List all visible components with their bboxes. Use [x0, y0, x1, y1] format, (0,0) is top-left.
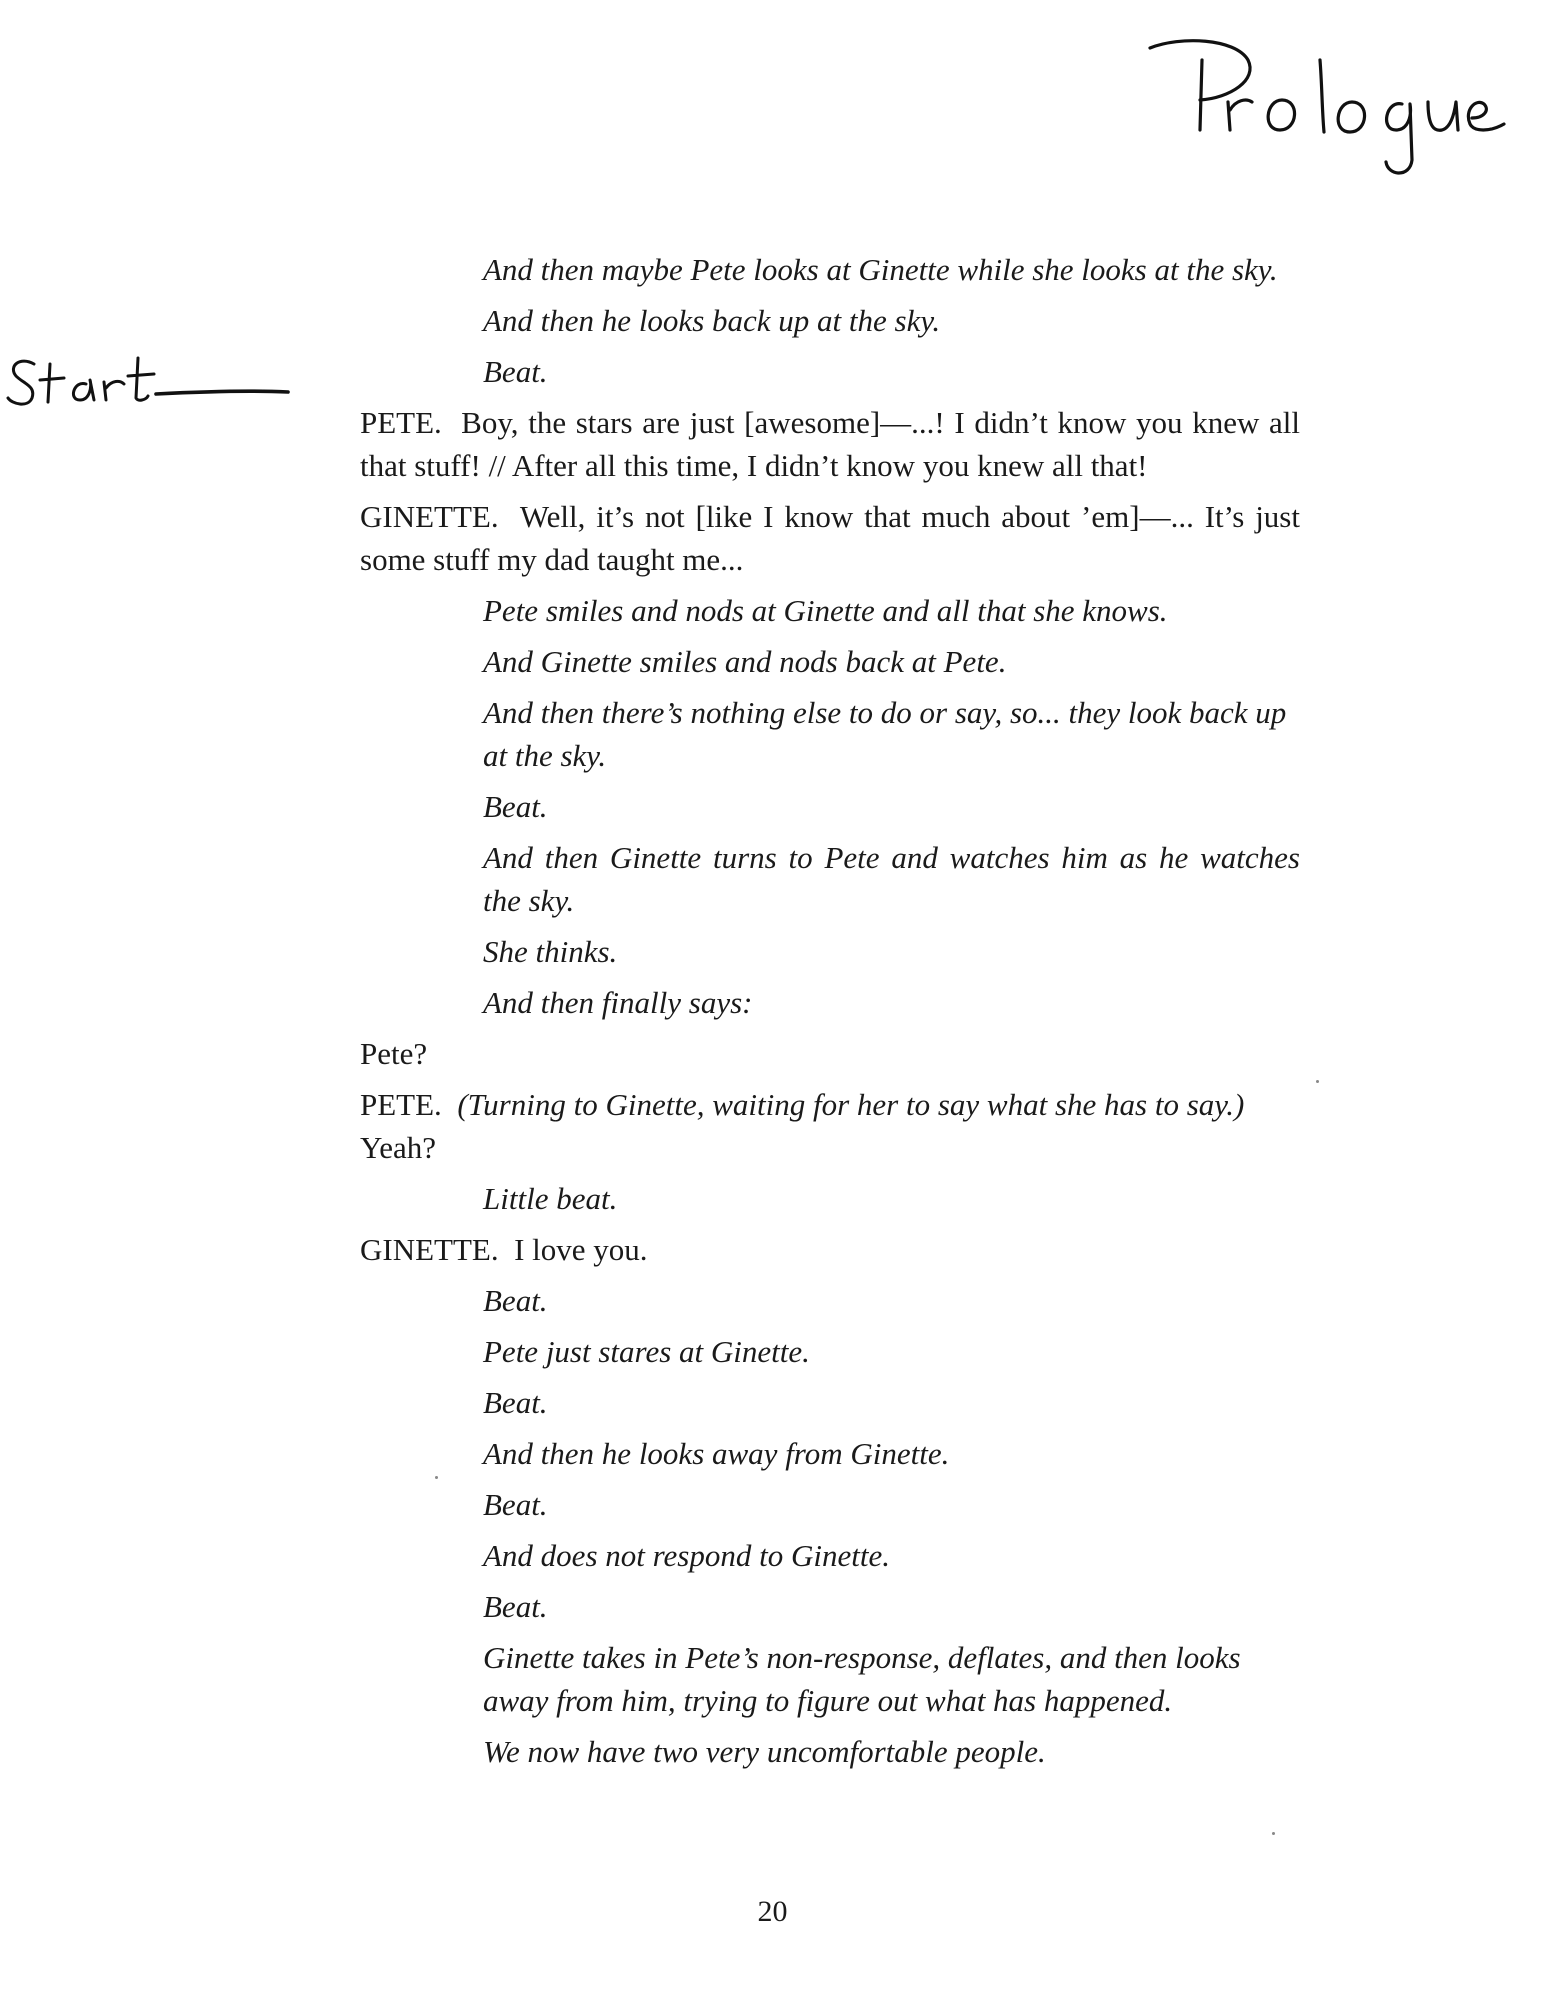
dialogue-line	[360, 401, 1300, 487]
stage-direction: Ginette takes in Pete’s non-response, deflates, and then looks away from him, trying to figure out what has happened.	[483, 1640, 1241, 1718]
page-number: 20	[757, 1895, 788, 1928]
stage-direction: Pete smiles and nods at Ginette and all that she knows.	[483, 593, 1168, 628]
start-handwriting-icon	[6, 350, 296, 420]
stage-direction: Little beat.	[483, 1181, 618, 1216]
character-cue: GINETTE.	[360, 1232, 499, 1267]
dialogue-line	[360, 1228, 1300, 1271]
stage-direction: Beat.	[483, 1283, 548, 1318]
stage-direction: Beat.	[483, 354, 548, 389]
character-cue: PETE.	[360, 405, 442, 440]
stage-direction: And then he looks away from Ginette.	[483, 1436, 950, 1471]
stage-direction: And then Ginette turns to Pete and watches him as he watches the sky.	[483, 840, 1300, 918]
stage-direction: Pete just stares at Ginette.	[483, 1334, 810, 1369]
dialogue-text: Pete?	[360, 1036, 428, 1071]
dialogue-text: I love you.	[514, 1232, 648, 1267]
stage-direction: And then finally says:	[483, 985, 753, 1020]
scan-speck	[435, 1476, 438, 1479]
scan-speck	[1272, 1832, 1275, 1835]
parenthetical: (Turning to Ginette, waiting for her to say what she has to say.)	[457, 1087, 1245, 1122]
dialogue-line	[360, 495, 1300, 581]
stage-direction: Beat.	[483, 1589, 548, 1624]
character-cue: GINETTE.	[360, 499, 499, 534]
scan-speck	[1316, 1080, 1319, 1083]
stage-direction: And does not respond to Ginette.	[483, 1538, 890, 1573]
character-cue: PETE.	[360, 1087, 442, 1122]
script-body	[360, 248, 1300, 1781]
stage-direction: She thinks.	[483, 934, 618, 969]
stage-direction: Beat.	[483, 1487, 548, 1522]
stage-direction: We now have two very uncomfortable people.	[483, 1734, 1046, 1769]
dialogue-line	[360, 1083, 1300, 1169]
dialogue-text: Well, it’s not [like I know that much about ’em]—... It’s just some stuff my dad taught me...	[360, 499, 1300, 577]
stage-direction: Beat.	[483, 1385, 548, 1420]
stage-direction: And then maybe Pete looks at Ginette while she looks at the sky.	[483, 252, 1278, 287]
handwritten-prologue	[1140, 30, 1520, 180]
prologue-handwriting-icon	[1140, 30, 1520, 180]
stage-direction: And Ginette smiles and nods back at Pete.	[483, 644, 1007, 679]
dialogue-line	[360, 1032, 1300, 1075]
stage-direction: Beat.	[483, 789, 548, 824]
stage-direction: And then he looks back up at the sky.	[483, 303, 941, 338]
stage-direction: And then there’s nothing else to do or say, so... they look back up at the sky.	[483, 695, 1287, 773]
dialogue-text: Yeah?	[360, 1130, 437, 1165]
dialogue-text: Boy, the stars are just [awesome]—...! I didn’t know you knew all that stuff! // After all this time, I didn’t know you knew all that!	[360, 405, 1301, 483]
handwritten-start-marker	[6, 350, 296, 420]
